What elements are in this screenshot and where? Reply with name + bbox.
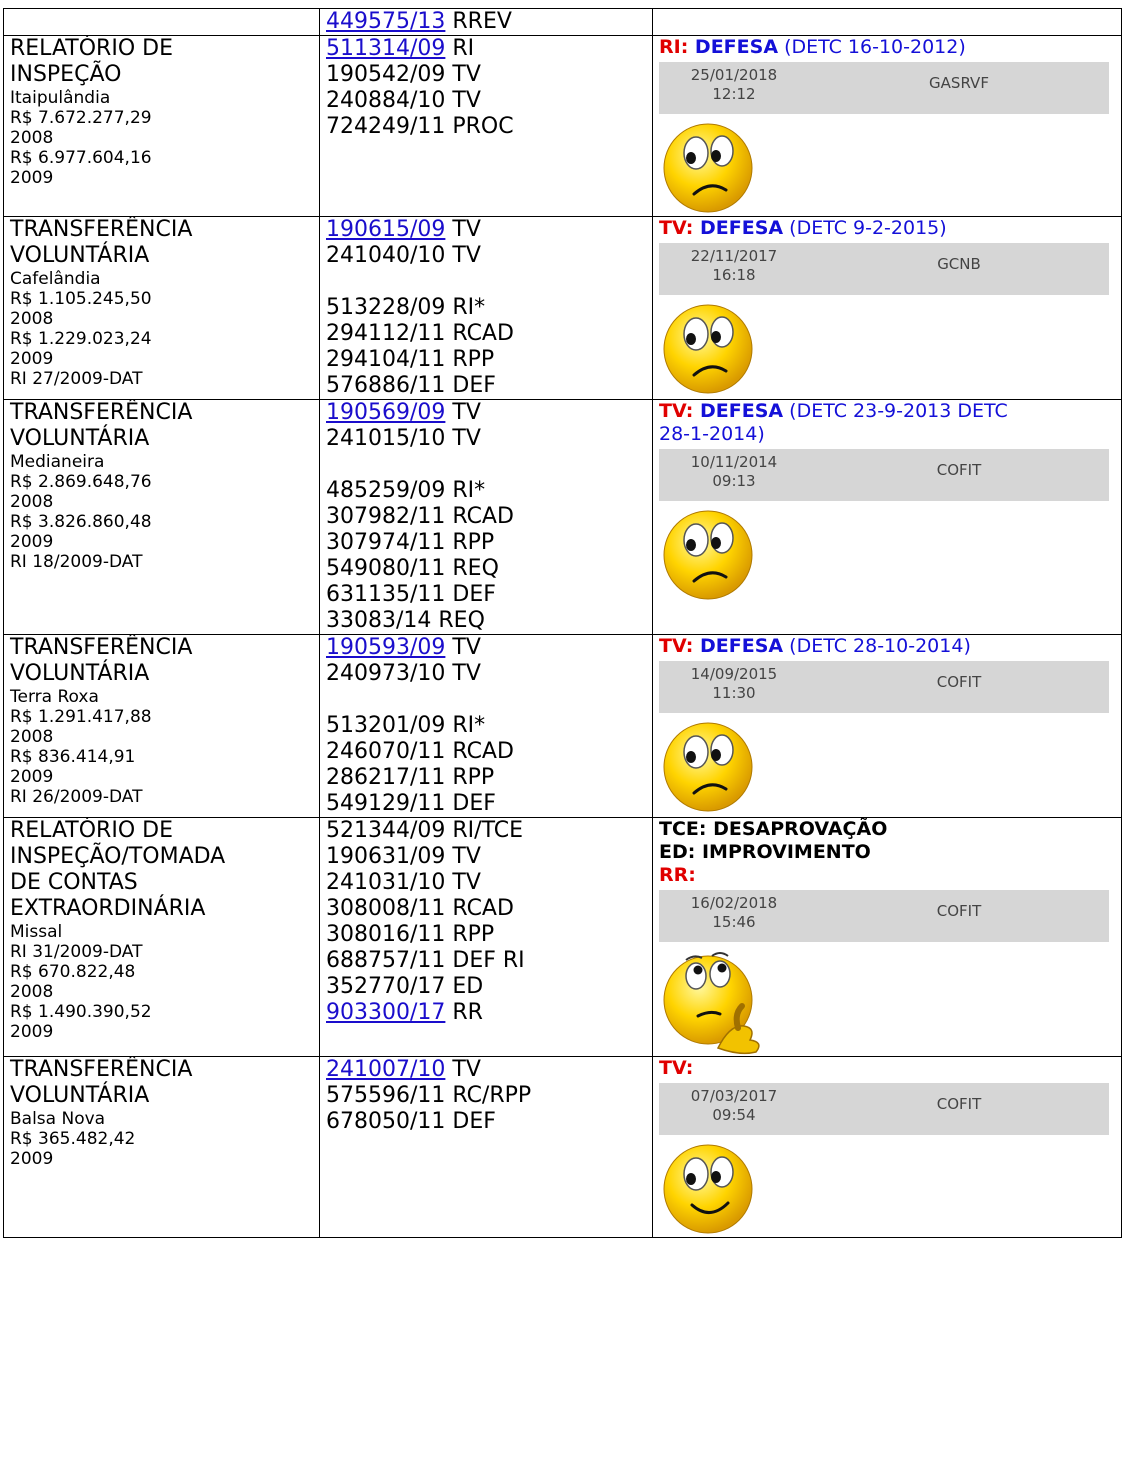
process-type: PROC (445, 114, 514, 139)
subject-detail: 2009 (10, 767, 54, 787)
subject-detail: R$ 6.977.604,16 (10, 148, 152, 168)
subject-title: INSPEÇÃO/TOMADA (10, 844, 226, 869)
process-number: 678050/11 (326, 1109, 446, 1134)
process-number: 307982/11 (326, 504, 446, 529)
process-type: DEF (445, 582, 496, 607)
process-number: 240884/10 (326, 88, 446, 113)
process-entry (326, 608, 647, 634)
stamp-unit: COFIT (936, 461, 982, 479)
stamp-unit: COFIT (936, 1095, 982, 1113)
subject-detail: Medianeira (10, 452, 105, 472)
subject-title: DE CONTAS (10, 870, 138, 895)
process-entry (326, 974, 647, 1000)
process-type: TV (445, 62, 481, 87)
process-number: 513201/09 (326, 713, 446, 738)
decision-segment: (DETC 23-9-2013 DETC (783, 400, 1008, 422)
decision-segment: TV: (659, 400, 701, 422)
status-stamp (659, 1083, 1109, 1135)
process-number: 286217/11 (326, 765, 446, 790)
process-number: 308016/11 (326, 922, 446, 947)
subject-detail: 2008 (10, 982, 54, 1002)
decision-cell (653, 1057, 1122, 1238)
process-type: RCAD (445, 739, 514, 764)
stamp-time: 12:12 (712, 85, 756, 103)
subject-detail: RI 26/2009-DAT (10, 787, 143, 807)
process-cell (320, 635, 653, 818)
subject-detail: 2008 (10, 492, 54, 512)
process-number: 352770/17 (326, 974, 446, 999)
process-entry (326, 896, 647, 922)
decision-segment: ED: IMPROVIMENTO (659, 841, 871, 863)
decision-line (659, 818, 1116, 841)
decision-segment: TV: (659, 635, 701, 657)
process-type: RPP (445, 922, 495, 947)
process-entry (326, 243, 647, 269)
decision-text (659, 635, 1116, 658)
subject-detail: 2009 (10, 1149, 54, 1169)
process-entry (326, 36, 647, 62)
process-type: TV (445, 217, 481, 242)
process-entry (326, 1000, 647, 1026)
process-type: DEF (445, 373, 496, 398)
process-entry (326, 295, 647, 321)
decision-segment: RR: (659, 864, 696, 886)
stamp-unit: GCNB (937, 255, 981, 273)
decision-segment: (DETC 9-2-2015) (783, 217, 947, 239)
process-entry (326, 1083, 647, 1109)
subject-title: VOLUNTÁRIA (10, 661, 150, 686)
process-entry (326, 217, 647, 243)
subject-detail: Terra Roxa (10, 687, 99, 707)
status-stamp (659, 243, 1109, 295)
subject-detail: Cafelândia (10, 269, 101, 289)
stamp-time: 09:54 (712, 1106, 756, 1124)
decision-text (659, 1057, 1116, 1080)
decision-segment: DEFESA (700, 217, 784, 239)
subject-detail: R$ 365.482,42 (10, 1129, 136, 1149)
decision-segment: (DETC 28-10-2014) (783, 635, 971, 657)
decision-segment: TCE: DESAPROVAÇÃO (659, 818, 888, 840)
subject-cell (4, 818, 320, 1057)
stamp-date: 22/11/2017 (690, 247, 778, 265)
happy-face-icon (660, 1141, 756, 1237)
process-type: RCAD (445, 321, 514, 346)
process-entry (326, 373, 647, 399)
process-number: 33083/14 (326, 608, 432, 633)
process-link[interactable]: 903300/17 (326, 1000, 446, 1025)
process-type: TV (445, 426, 481, 451)
subject-detail: R$ 836.414,91 (10, 747, 136, 767)
stamp-datetime (659, 894, 809, 932)
process-entry (326, 556, 647, 582)
process-number: 241031/10 (326, 870, 446, 895)
process-entry (326, 9, 647, 35)
process-type: RI (445, 36, 475, 61)
process-type: RI* (445, 295, 486, 320)
process-number: 688757/11 (326, 948, 446, 973)
decision-cell (653, 217, 1122, 400)
decision-segment: 28-1-2014) (659, 423, 765, 445)
process-number: 294104/11 (326, 347, 446, 372)
process-entry (326, 530, 647, 556)
process-type: RPP (445, 530, 495, 555)
process-number: 241040/10 (326, 243, 446, 268)
decision-text (659, 400, 1116, 446)
process-type: TV (445, 1057, 481, 1082)
process-entry (326, 818, 647, 844)
subject-title: EXTRAORDINÁRIA (10, 896, 206, 921)
subject-detail: R$ 1.105.245,50 (10, 289, 152, 309)
process-link[interactable]: 190593/09 (326, 635, 446, 660)
table-row (4, 217, 1122, 400)
process-entry (326, 347, 647, 373)
process-number: 724249/11 (326, 114, 446, 139)
stamp-datetime (659, 1087, 809, 1125)
process-entry (326, 426, 647, 452)
process-table (3, 8, 1122, 1238)
process-number: 240973/10 (326, 661, 446, 686)
process-entry (326, 765, 647, 791)
process-type: RR (445, 1000, 483, 1025)
thinking-face-icon (660, 948, 776, 1056)
subject-cell (4, 1057, 320, 1238)
subject-detail: R$ 1.291.417,88 (10, 707, 152, 727)
decision-segment: TV: (659, 1057, 694, 1079)
decision-cell (653, 400, 1122, 635)
subject-title: TRANSFERÊNCIA (10, 400, 193, 425)
stamp-date: 14/09/2015 (690, 665, 778, 683)
process-entry (326, 713, 647, 739)
process-number: 485259/09 (326, 478, 446, 503)
process-entry (326, 400, 647, 426)
process-type: TV (445, 844, 481, 869)
subject-detail: R$ 670.822,48 (10, 962, 136, 982)
process-entry (326, 1109, 647, 1135)
process-cell (320, 9, 653, 36)
decision-text (659, 217, 1116, 240)
process-number: 190542/09 (326, 62, 446, 87)
decision-line (659, 423, 1116, 446)
process-entry (326, 1057, 647, 1083)
process-entry (326, 948, 647, 974)
subject-title: TRANSFERÊNCIA (10, 217, 193, 242)
subject-title: TRANSFERÊNCIA (10, 1057, 193, 1082)
decision-text (659, 36, 1116, 59)
process-link[interactable]: 190615/09 (326, 217, 446, 242)
subject-detail: RI 27/2009-DAT (10, 369, 143, 389)
decision-cell (653, 635, 1122, 818)
process-number: 576886/11 (326, 373, 446, 398)
subject-detail: RI 18/2009-DAT (10, 552, 143, 572)
subject-detail: R$ 2.869.648,76 (10, 472, 152, 492)
process-entry (326, 635, 647, 661)
subject-detail: Balsa Nova (10, 1109, 106, 1129)
process-type: RC/RPP (445, 1083, 532, 1108)
subject-detail: R$ 3.826.860,48 (10, 512, 152, 532)
decision-segment: RI: (659, 36, 695, 58)
process-entry (326, 582, 647, 608)
process-entry (326, 870, 647, 896)
process-number: 246070/11 (326, 739, 446, 764)
subject-detail: R$ 1.229.023,24 (10, 329, 152, 349)
subject-cell (4, 36, 320, 217)
spacer (326, 452, 647, 478)
process-type: REQ (445, 556, 499, 581)
process-number: 549129/11 (326, 791, 446, 816)
decision-segment: DEFESA (700, 635, 784, 657)
decision-line (659, 864, 1116, 887)
process-entry (326, 321, 647, 347)
subject-title: RELATÓRIO DE (10, 818, 173, 843)
process-type: DEF RI (445, 948, 525, 973)
process-type: RI* (445, 713, 486, 738)
subject-detail: 2009 (10, 532, 54, 552)
process-number: 513228/09 (326, 295, 446, 320)
stamp-time: 15:46 (712, 913, 756, 931)
table-row (4, 36, 1122, 217)
stamp-datetime (659, 66, 809, 104)
process-table-body (4, 9, 1122, 1238)
stamp-datetime (659, 453, 809, 491)
subject-detail: Missal (10, 922, 63, 942)
process-number: 575596/11 (326, 1083, 446, 1108)
subject-detail: 2008 (10, 309, 54, 329)
stamp-time: 09:13 (712, 472, 756, 490)
process-type: RCAD (445, 896, 514, 921)
process-number: 308008/11 (326, 896, 446, 921)
subject-detail: 2008 (10, 128, 54, 148)
stamp-unit: GASRVF (929, 74, 989, 92)
decision-cell (653, 36, 1122, 217)
decision-cell (653, 9, 1122, 36)
subject-cell (4, 9, 320, 36)
decision-line (659, 36, 1116, 59)
decision-segment: (DETC 16-10-2012) (778, 36, 966, 58)
decision-line (659, 217, 1116, 240)
process-type: TV (445, 400, 481, 425)
stamp-date: 07/03/2017 (690, 1087, 778, 1105)
stamp-datetime (659, 665, 809, 703)
process-type: RCAD (445, 504, 514, 529)
subject-title: RELATÓRIO DE (10, 36, 173, 61)
spacer (326, 269, 647, 295)
stamp-time: 11:30 (712, 684, 756, 702)
subject-cell (4, 217, 320, 400)
process-link[interactable]: 511314/09 (326, 36, 446, 61)
process-type: RI/TCE (445, 818, 523, 843)
status-stamp (659, 661, 1109, 713)
process-entry (326, 844, 647, 870)
process-cell (320, 1057, 653, 1238)
process-number: 190631/09 (326, 844, 446, 869)
process-entry (326, 114, 647, 140)
process-link[interactable]: 449575/13 (326, 9, 446, 34)
process-entry (326, 791, 647, 817)
process-type: ED (445, 974, 484, 999)
process-type: TV (445, 88, 481, 113)
decision-segment: TV: (659, 217, 701, 239)
process-entry (326, 739, 647, 765)
process-cell (320, 400, 653, 635)
decision-cell (653, 818, 1122, 1057)
subject-detail: R$ 7.672.277,29 (10, 108, 152, 128)
subject-detail: Itaipulândia (10, 88, 111, 108)
process-type: DEF (445, 1109, 496, 1134)
subject-title: VOLUNTÁRIA (10, 243, 150, 268)
decision-segment: DEFESA (700, 400, 784, 422)
process-link[interactable]: 241007/10 (326, 1057, 446, 1082)
subject-detail: 2009 (10, 168, 54, 188)
status-stamp (659, 890, 1109, 942)
process-entry (326, 88, 647, 114)
table-row (4, 818, 1122, 1057)
subject-detail: RI 31/2009-DAT (10, 942, 143, 962)
process-type: DEF (445, 791, 496, 816)
stamp-date: 25/01/2018 (690, 66, 778, 84)
process-type: RI* (445, 478, 486, 503)
process-cell (320, 217, 653, 400)
process-type: TV (445, 870, 481, 895)
subject-detail: 2008 (10, 727, 54, 747)
process-type: RPP (445, 347, 495, 372)
table-row (4, 400, 1122, 635)
stamp-date: 10/11/2014 (690, 453, 778, 471)
process-entry (326, 661, 647, 687)
process-number: 294112/11 (326, 321, 446, 346)
process-entry (326, 478, 647, 504)
decision-line (659, 635, 1116, 658)
process-link[interactable]: 190569/09 (326, 400, 446, 425)
subject-detail: 2009 (10, 349, 54, 369)
stamp-datetime (659, 247, 809, 285)
spacer (326, 687, 647, 713)
decision-line (659, 1057, 1116, 1080)
stamp-time: 16:18 (712, 266, 756, 284)
sad-face-icon (660, 507, 756, 603)
process-entry (326, 62, 647, 88)
sad-face-icon (660, 120, 756, 216)
process-number: 241015/10 (326, 426, 446, 451)
process-entry (326, 922, 647, 948)
decision-text (659, 818, 1116, 887)
process-number: 631135/11 (326, 582, 446, 607)
decision-segment: DEFESA (694, 36, 779, 58)
sad-face-icon (660, 719, 756, 815)
stamp-date: 16/02/2018 (690, 894, 778, 912)
process-type: RREV (445, 9, 512, 34)
sad-face-icon (660, 301, 756, 397)
table-row (4, 635, 1122, 818)
process-type: RPP (445, 765, 495, 790)
decision-line (659, 400, 1116, 423)
process-number: 549080/11 (326, 556, 446, 581)
subject-title: VOLUNTÁRIA (10, 426, 150, 451)
subject-title: VOLUNTÁRIA (10, 1083, 150, 1108)
subject-detail: R$ 1.490.390,52 (10, 1002, 152, 1022)
process-type: TV (445, 661, 481, 686)
process-cell (320, 36, 653, 217)
process-entry (326, 504, 647, 530)
process-type: TV (445, 243, 481, 268)
subject-cell (4, 635, 320, 818)
process-cell (320, 818, 653, 1057)
decision-line (659, 841, 1116, 864)
subject-detail: 2009 (10, 1022, 54, 1042)
process-number: 521344/09 (326, 818, 446, 843)
stamp-unit: COFIT (936, 673, 982, 691)
stamp-unit: COFIT (936, 902, 982, 920)
subject-title: INSPEÇÃO (10, 62, 122, 87)
process-number: 307974/11 (326, 530, 446, 555)
table-row (4, 1057, 1122, 1238)
status-stamp (659, 449, 1109, 501)
subject-cell (4, 400, 320, 635)
status-stamp (659, 62, 1109, 114)
process-type: TV (445, 635, 481, 660)
table-row (4, 9, 1122, 36)
subject-title: TRANSFERÊNCIA (10, 635, 193, 660)
process-type: REQ (431, 608, 485, 633)
